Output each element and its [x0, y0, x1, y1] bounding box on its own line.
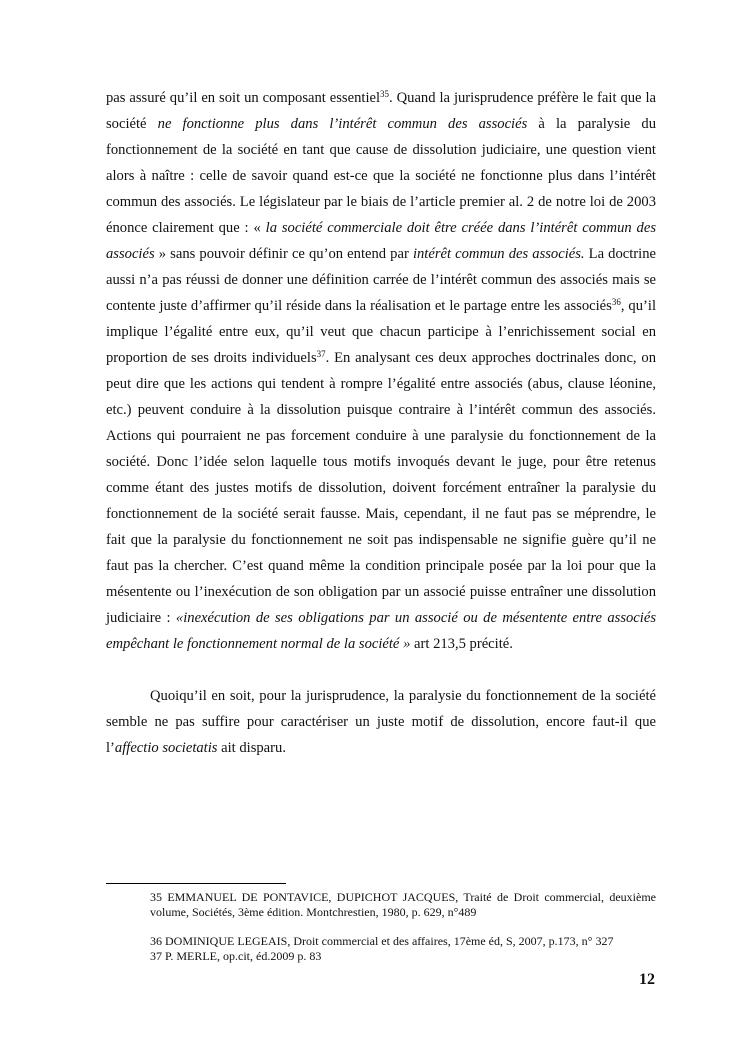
italic-quote: «inexécution de ses obligations par un associé ou de mésentente entre associés empêchant le fonctionnement normal de la société »: [106, 610, 656, 652]
text-run: . En analysant ces deux approches doctrinales donc, on peut dire que les actions qui tendent à rompre l’égalité entre associés (abus, clause léonine, etc.) peuvent conduire à la dissolution puisque contraire à l’intérêt commun des associés. Actions qui pourraient ne pas forcement conduire à une paralysie du fonctionnement de la société. Donc l’idée selon laquelle tous motifs invoqués devant le juge, pour être retenus comme étant des justes motifs de dissolution, doivent forcément entraîner la paralysie du fonctionnement de la société serait fausse. Mais, cependant, il ne faut pas se méprendre, le fait que la paralysie du fonctionnement ne soit pas indispensable ne signifie guère qu’il ne faut pas la chercher. C’est quand même la condition principale posée par la loi pour que la mésentente ou l’inexécution de son obligation par un associé puisse entraîner une dissolution judiciaire :: [106, 350, 656, 626]
text-run: » sans pouvoir définir ce qu’on entend par: [154, 246, 413, 262]
italic-run: intérêt commun des associés.: [412, 246, 585, 262]
text-run: , qu’il implique l’égalité entre eux, qu’il veut que chacun participe à l’enrichissement social en proportion de ses droits individuels: [106, 298, 656, 366]
paragraph-1: [106, 85, 656, 657]
footnote-ref-36: 36: [611, 297, 621, 307]
italic-run: affectio societatis: [114, 740, 218, 756]
footnote-35: 35 EMMANUEL DE PONTAVICE, DUPICHOT JACQUES, Traité de Droit commercial, deuxième volume, Sociétés, 3ème édition. Montchrestien, 1980, p. 629, n°489: [150, 890, 656, 919]
italic-quote: la société commerciale doit être créée dans l’intérêt commun des associés: [106, 220, 657, 262]
paragraph-2: [106, 683, 656, 761]
text-run: La doctrine aussi n’a pas réussi de donner une définition carrée de l’intérêt commun des associés mais se contente juste d’affirmer qu’il réside dans la réalisation et le partage entre les associés: [106, 246, 656, 314]
text-run: . Quand la jurisprudence préfère le fait que la société: [106, 90, 656, 132]
footnote-36: 36 DOMINIQUE LEGEAIS, Droit commercial et des affaires, 17ème éd, S, 2007, p.173, n° 327: [150, 934, 614, 948]
text-run: ait disparu.: [217, 740, 286, 756]
footnotes: [150, 890, 656, 964]
footnote-37: 37 P. MERLE, op.cit, éd.2009 p. 83: [150, 949, 322, 963]
body-text: [106, 85, 656, 761]
text-run: art 213,5 précité.: [410, 636, 513, 652]
text-run: à la paralysie du fonctionnement de la société en tant que cause de dissolution judiciaire, une question vient alors à naître : celle de savoir quand est-ce que la société ne fonctionne plus dans l’intérêt commun des associés. Le législateur par le biais de l’article premier al. 2 de notre loi de 2003 énonce clairement que : «: [106, 116, 656, 236]
italic-run: ne fonctionne plus dans l’intérêt commun des associés: [157, 116, 528, 132]
footnote-ref-37: 37: [316, 349, 326, 359]
footnote-ref-35: 35: [380, 89, 390, 99]
footnote-separator: [106, 883, 286, 884]
page-number: 12: [639, 971, 655, 988]
text-run: pas assuré qu’il en soit un composant essentiel: [106, 90, 381, 106]
text-run: Quoiqu’il en soit, pour la jurisprudence, la paralysie du fonctionnement de la société semble ne pas suffire pour caractériser un juste motif de dissolution, encore faut-il que l’: [106, 688, 656, 756]
